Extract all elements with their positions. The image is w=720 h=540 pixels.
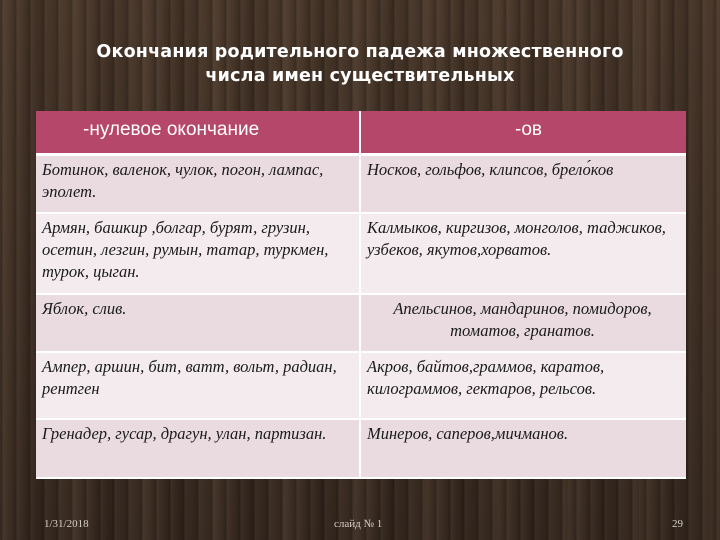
slide-title-line-1: Окончания родительного падежа множественного — [96, 42, 624, 62]
table-cell: Яблок, слив. — [36, 294, 360, 352]
table-row — [36, 352, 686, 419]
table-cell: Минеров, саперов,мичманов. — [360, 419, 686, 478]
table-cell: Ботинок, валенок, чулок, погон, лампас, эполет. — [36, 155, 360, 214]
slide-title — [0, 40, 720, 88]
footer-slide-label: слайд № 1 — [334, 518, 383, 530]
footer-page-number: 29 — [672, 518, 683, 530]
table-cell: Ампер, аршин, бит, ватт, вольт, радиан, рентген — [36, 352, 360, 419]
table-cell: Калмыков, киргизов, монголов, таджиков, узбеков, якутов,хорватов. — [360, 213, 686, 294]
endings-table — [36, 111, 686, 479]
table-row — [36, 155, 686, 214]
table-cell: Носков, гольфов, клипсов, брело́ков — [360, 155, 686, 214]
header-ov-ending: -ов — [360, 111, 686, 155]
table-row — [36, 213, 686, 294]
table-header-row — [36, 111, 686, 155]
table-cell: Апельсинов, мандаринов, помидоров, томатов, гранатов. — [360, 294, 686, 352]
footer-date: 1/31/2018 — [44, 518, 89, 530]
table-cell: Армян, башкир ,болгар, бурят, грузин, осетин, лезгин, румын, татар, туркмен, турок, цыган. — [36, 213, 360, 294]
table-row — [36, 294, 686, 352]
table-cell: Гренадер, гусар, драгун, улан, партизан. — [36, 419, 360, 478]
header-zero-ending: -нулевое окончание — [36, 111, 360, 155]
table-cell: Акров, байтов,граммов, каратов, килограммов, гектаров, рельсов. — [360, 352, 686, 419]
table-row — [36, 419, 686, 478]
slide-title-line-2: числа имен существительных — [205, 66, 515, 86]
